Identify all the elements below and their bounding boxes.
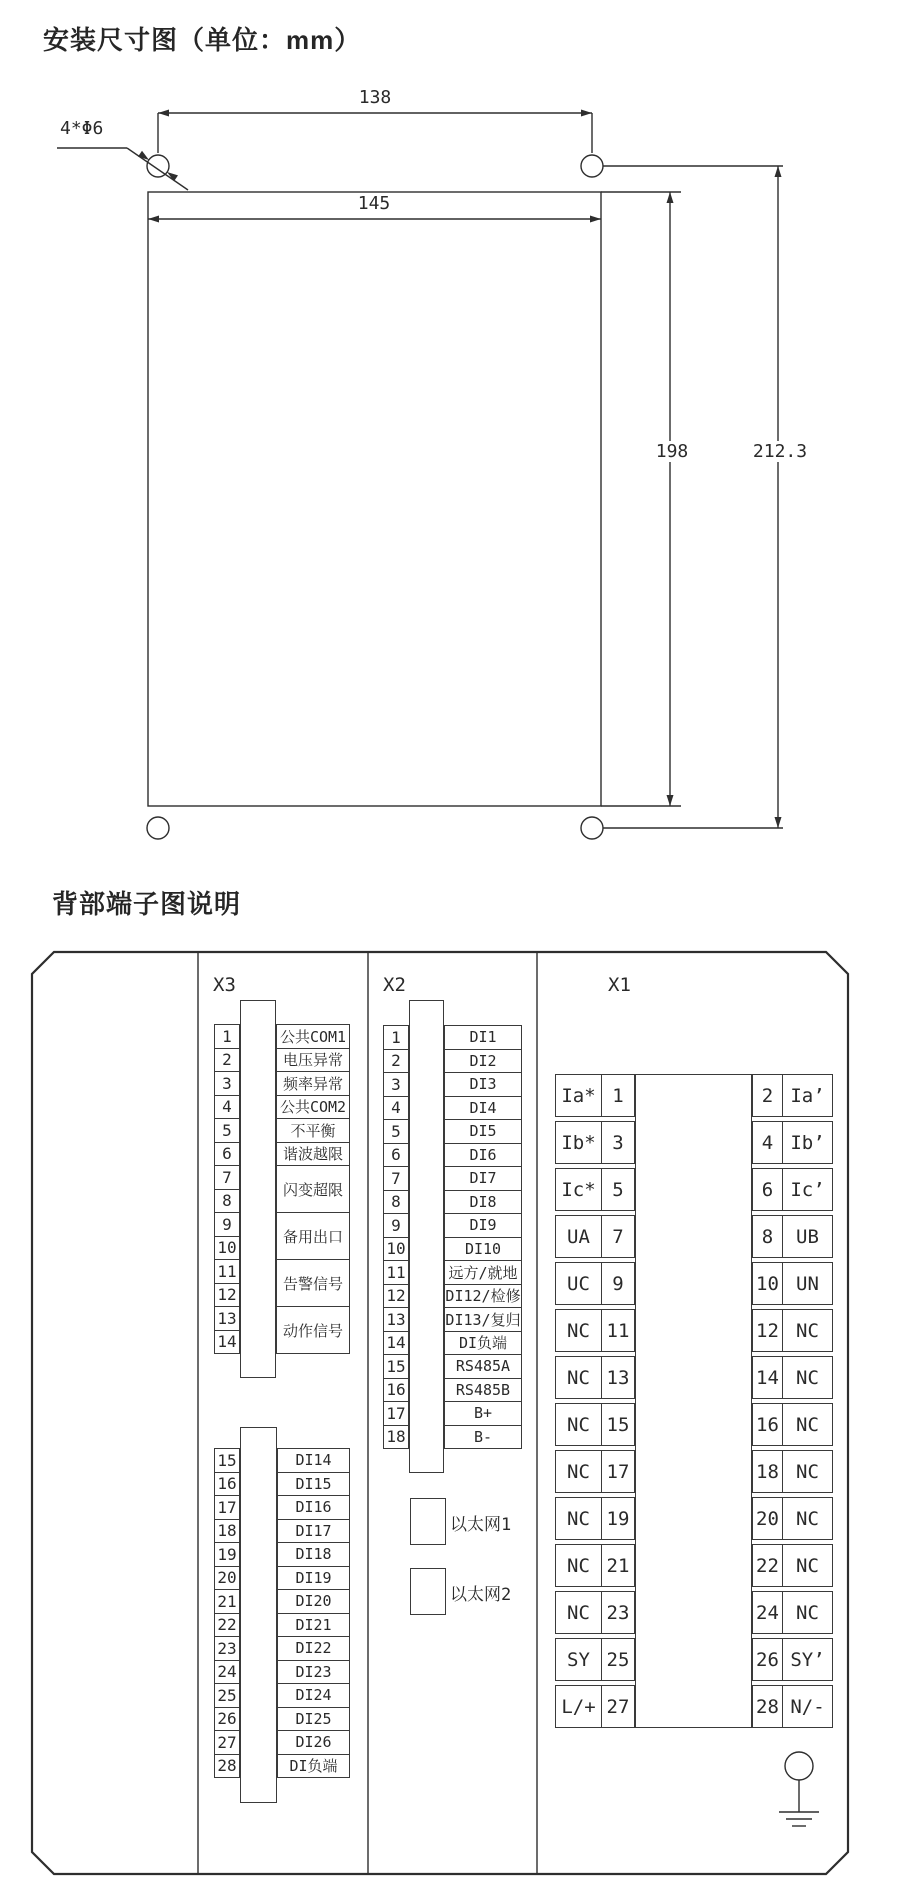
- terminal-number-cell: 10: [383, 1237, 409, 1262]
- x3-lower-label-column: [277, 1448, 350, 1778]
- terminal-signal-label: Ib’: [783, 1121, 833, 1164]
- terminal-number-cell: 21: [602, 1544, 635, 1587]
- terminal-number-cell: 28: [752, 1685, 783, 1728]
- terminal-number-cell: 18: [214, 1519, 240, 1544]
- terminal-number-cell: 20: [752, 1497, 783, 1540]
- terminal-label-box: 公共COM1: [276, 1024, 350, 1049]
- terminal-label-box: B+: [444, 1401, 522, 1426]
- x1-terminal-row: [555, 1591, 635, 1634]
- terminal-number-cell: 1: [383, 1025, 409, 1050]
- connector-x3-label: X3: [213, 974, 236, 996]
- terminal-signal-label: N/-: [783, 1685, 833, 1728]
- terminal-signal-label: NC: [555, 1403, 602, 1446]
- terminal-number-cell: 27: [214, 1730, 240, 1755]
- terminal-signal-label: NC: [783, 1309, 833, 1352]
- terminal-number-cell: 11: [602, 1309, 635, 1352]
- terminal-number-cell: 5: [383, 1119, 409, 1144]
- terminal-number-cell: 15: [602, 1403, 635, 1446]
- terminal-signal-label: UC: [555, 1262, 602, 1305]
- terminal-label-box: 闪变超限: [276, 1165, 350, 1213]
- terminal-number-cell: 10: [214, 1236, 240, 1261]
- x1-terminal-row: [555, 1309, 635, 1352]
- terminal-label-box: DI20: [277, 1589, 350, 1614]
- x1-terminal-row: [555, 1403, 635, 1446]
- terminal-number-cell: 23: [602, 1591, 635, 1634]
- terminal-number-cell: 22: [214, 1613, 240, 1638]
- x1-right-column: [752, 1074, 833, 1728]
- terminal-number-cell: 3: [383, 1072, 409, 1097]
- dim-2123-label: 212.3: [740, 441, 820, 462]
- terminal-label-box: DI19: [277, 1566, 350, 1591]
- terminal-signal-label: NC: [555, 1450, 602, 1493]
- terminal-number-cell: 14: [752, 1356, 783, 1399]
- terminal-signal-label: SY’: [783, 1638, 833, 1681]
- terminal-number-cell: 11: [383, 1260, 409, 1285]
- x3-lower-number-column: [214, 1448, 240, 1778]
- x1-terminal-row: [752, 1544, 833, 1587]
- terminal-number-cell: 18: [752, 1450, 783, 1493]
- terminal-label-box: DI21: [277, 1613, 350, 1638]
- x1-terminal-row: [555, 1074, 635, 1117]
- x1-terminal-row: [555, 1262, 635, 1305]
- terminal-number-cell: 21: [214, 1589, 240, 1614]
- x3-upper-connector-body: [240, 1000, 276, 1378]
- x3-upper-label-column: [276, 1024, 350, 1354]
- terminal-number-cell: 17: [383, 1401, 409, 1426]
- terminal-label-box: RS485A: [444, 1354, 522, 1379]
- terminal-signal-label: NC: [783, 1544, 833, 1587]
- terminal-label-box: DI2: [444, 1049, 522, 1074]
- x1-terminal-row: [752, 1591, 833, 1634]
- terminal-signal-label: NC: [555, 1544, 602, 1587]
- x1-terminal-row: [752, 1309, 833, 1352]
- mount-hole-top-right: [581, 155, 603, 177]
- terminal-signal-label: NC: [783, 1591, 833, 1634]
- x3-lower-connector-body: [240, 1427, 277, 1803]
- terminal-number-cell: 24: [214, 1660, 240, 1685]
- x1-terminal-row: [555, 1168, 635, 1211]
- x2-number-column: [383, 1025, 409, 1449]
- terminal-number-cell: 13: [602, 1356, 635, 1399]
- terminal-number-cell: 24: [752, 1591, 783, 1634]
- terminal-label-box: DI24: [277, 1683, 350, 1708]
- ethernet-port-2: [410, 1568, 446, 1615]
- terminal-signal-label: NC: [555, 1356, 602, 1399]
- terminal-label-box: DI22: [277, 1636, 350, 1661]
- installation-title: 安装尺寸图（单位：mm）: [43, 25, 362, 55]
- terminal-number-cell: 8: [752, 1215, 783, 1258]
- terminal-number-cell: 23: [214, 1636, 240, 1661]
- terminal-label-box: RS485B: [444, 1378, 522, 1403]
- terminal-number-cell: 6: [752, 1168, 783, 1211]
- terminal-label-box: 不平衡: [276, 1118, 350, 1143]
- terminal-label-box: DI26: [277, 1730, 350, 1755]
- x1-terminal-row: [555, 1685, 635, 1728]
- terminal-label-box: DI12/检修: [444, 1284, 522, 1309]
- ethernet-port-1-label: 以太网1: [450, 1515, 512, 1535]
- terminal-number-cell: 5: [602, 1168, 635, 1211]
- terminal-signal-label: Ic*: [555, 1168, 602, 1211]
- terminal-label-box: 远方/就地: [444, 1260, 522, 1285]
- terminal-number-cell: 16: [752, 1403, 783, 1446]
- dim-198-label: 198: [645, 441, 699, 462]
- terminal-label-box: 谐波越限: [276, 1142, 350, 1167]
- terminal-label-box: B-: [444, 1425, 522, 1450]
- x1-terminal-row: [752, 1168, 833, 1211]
- terminal-number-cell: 10: [752, 1262, 783, 1305]
- terminal-label-box: DI6: [444, 1143, 522, 1168]
- x1-terminal-row: [555, 1497, 635, 1540]
- ground-symbol-circle: [785, 1752, 813, 1780]
- terminal-number-cell: 16: [383, 1378, 409, 1403]
- terminal-label-box: 公共COM2: [276, 1095, 350, 1120]
- terminal-signal-label: NC: [783, 1450, 833, 1493]
- x1-terminal-row: [752, 1685, 833, 1728]
- x1-left-column: [555, 1074, 635, 1728]
- terminal-label-box: DI负端: [277, 1754, 350, 1779]
- terminal-number-cell: 28: [214, 1754, 240, 1779]
- terminal-number-cell: 3: [214, 1071, 240, 1096]
- x2-connector-body: [409, 1000, 444, 1473]
- x1-terminal-row: [555, 1121, 635, 1164]
- terminal-label-box: 动作信号: [276, 1306, 350, 1354]
- terminal-label-box: DI8: [444, 1190, 522, 1215]
- terminal-label-box: DI9: [444, 1213, 522, 1238]
- x1-terminal-row: [752, 1356, 833, 1399]
- terminal-number-cell: 4: [752, 1121, 783, 1164]
- terminal-number-cell: 13: [383, 1307, 409, 1332]
- x1-terminal-row: [555, 1356, 635, 1399]
- terminal-number-cell: 1: [602, 1074, 635, 1117]
- terminal-number-cell: 8: [214, 1189, 240, 1214]
- terminal-number-cell: 2: [383, 1049, 409, 1074]
- terminal-signal-label: NC: [555, 1309, 602, 1352]
- terminal-number-cell: 6: [214, 1142, 240, 1167]
- terminal-number-cell: 26: [214, 1707, 240, 1732]
- mount-hole-top-left: [147, 155, 169, 177]
- terminal-number-cell: 5: [214, 1118, 240, 1143]
- terminal-number-cell: 25: [602, 1638, 635, 1681]
- connector-x1-label: X1: [608, 974, 631, 996]
- terminal-label-box: DI5: [444, 1119, 522, 1144]
- terminal-number-cell: 4: [383, 1096, 409, 1121]
- terminal-signal-label: NC: [783, 1356, 833, 1399]
- terminal-number-cell: 17: [602, 1450, 635, 1493]
- terminal-number-cell: 16: [214, 1472, 240, 1497]
- terminal-number-cell: 7: [214, 1165, 240, 1190]
- terminal-number-cell: 8: [383, 1190, 409, 1215]
- terminal-number-cell: 25: [214, 1683, 240, 1708]
- terminal-signal-label: UN: [783, 1262, 833, 1305]
- terminal-number-cell: 3: [602, 1121, 635, 1164]
- ethernet-port-1: [410, 1498, 446, 1545]
- terminal-number-cell: 15: [383, 1354, 409, 1379]
- terminal-number-cell: 18: [383, 1425, 409, 1450]
- x1-terminal-row: [555, 1215, 635, 1258]
- terminal-label-box: DI23: [277, 1660, 350, 1685]
- terminal-label-box: DI负端: [444, 1331, 522, 1356]
- terminal-label-box: DI10: [444, 1237, 522, 1262]
- mount-hole-bottom-right: [581, 817, 603, 839]
- terminal-label-box: DI25: [277, 1707, 350, 1732]
- hole-spec-label: 4*Φ6: [60, 118, 104, 139]
- terminal-signal-label: Ia’: [783, 1074, 833, 1117]
- terminal-signal-label: Ib*: [555, 1121, 602, 1164]
- terminal-number-cell: 1: [214, 1024, 240, 1049]
- terminal-label-box: DI15: [277, 1472, 350, 1497]
- x1-terminal-row: [752, 1450, 833, 1493]
- terminal-number-cell: 15: [214, 1448, 240, 1473]
- terminal-label-box: DI13/复归: [444, 1307, 522, 1332]
- terminal-label-box: DI17: [277, 1519, 350, 1544]
- x1-connector-body: [635, 1074, 752, 1728]
- terminal-label-box: 备用出口: [276, 1212, 350, 1260]
- terminal-label-box: DI16: [277, 1495, 350, 1520]
- terminal-label-box: DI14: [277, 1448, 350, 1473]
- terminal-number-cell: 14: [383, 1331, 409, 1356]
- terminal-number-cell: 26: [752, 1638, 783, 1681]
- terminal-label-box: 电压异常: [276, 1048, 350, 1073]
- x1-terminal-row: [752, 1121, 833, 1164]
- x1-terminal-row: [555, 1638, 635, 1681]
- terminal-number-cell: 6: [383, 1143, 409, 1168]
- terminal-number-cell: 13: [214, 1306, 240, 1331]
- x1-terminal-row: [752, 1403, 833, 1446]
- terminal-number-cell: 7: [383, 1166, 409, 1191]
- terminal-number-cell: 7: [602, 1215, 635, 1258]
- terminal-label-box: DI7: [444, 1166, 522, 1191]
- x1-terminal-row: [752, 1638, 833, 1681]
- terminal-number-cell: 9: [602, 1262, 635, 1305]
- terminal-signal-label: UA: [555, 1215, 602, 1258]
- terminal-signal-label: NC: [555, 1591, 602, 1634]
- terminal-number-cell: 27: [602, 1685, 635, 1728]
- dim-138-label: 138: [358, 87, 392, 108]
- terminal-number-cell: 22: [752, 1544, 783, 1587]
- terminal-number-cell: 12: [383, 1284, 409, 1309]
- rear-terminal-title: 背部端子图说明: [52, 889, 242, 919]
- terminal-number-cell: 2: [214, 1048, 240, 1073]
- terminal-label-box: DI18: [277, 1542, 350, 1567]
- terminal-number-cell: 9: [383, 1213, 409, 1238]
- terminal-signal-label: Ia*: [555, 1074, 602, 1117]
- x1-terminal-row: [555, 1544, 635, 1587]
- terminal-number-cell: 2: [752, 1074, 783, 1117]
- x2-label-column: [444, 1025, 522, 1449]
- x1-terminal-row: [752, 1497, 833, 1540]
- terminal-label-box: 告警信号: [276, 1259, 350, 1307]
- terminal-number-cell: 20: [214, 1566, 240, 1591]
- terminal-signal-label: L/+: [555, 1685, 602, 1728]
- panel-outline-rect: [148, 192, 601, 806]
- terminal-number-cell: 11: [214, 1259, 240, 1284]
- x1-terminal-row: [752, 1262, 833, 1305]
- x3-upper-number-column: [214, 1024, 240, 1354]
- terminal-signal-label: UB: [783, 1215, 833, 1258]
- mount-hole-bottom-left: [147, 817, 169, 839]
- dimension-arrowheads: [138, 110, 782, 829]
- connector-x2-label: X2: [383, 974, 406, 996]
- terminal-number-cell: 12: [214, 1283, 240, 1308]
- x1-terminal-row: [555, 1450, 635, 1493]
- terminal-number-cell: 19: [602, 1497, 635, 1540]
- terminal-number-cell: 14: [214, 1330, 240, 1355]
- terminal-label-box: DI1: [444, 1025, 522, 1050]
- terminal-number-cell: 19: [214, 1542, 240, 1567]
- terminal-label-box: DI3: [444, 1072, 522, 1097]
- ethernet-port-2-label: 以太网2: [450, 1585, 512, 1605]
- terminal-number-cell: 4: [214, 1095, 240, 1120]
- x1-terminal-row: [752, 1074, 833, 1117]
- terminal-number-cell: 9: [214, 1212, 240, 1237]
- terminal-label-box: 频率异常: [276, 1071, 350, 1096]
- terminal-signal-label: NC: [783, 1403, 833, 1446]
- dim-145-label: 145: [357, 193, 391, 214]
- terminal-signal-label: Ic’: [783, 1168, 833, 1211]
- terminal-signal-label: SY: [555, 1638, 602, 1681]
- x1-terminal-row: [752, 1215, 833, 1258]
- terminal-number-cell: 17: [214, 1495, 240, 1520]
- terminal-signal-label: NC: [783, 1497, 833, 1540]
- terminal-label-box: DI4: [444, 1096, 522, 1121]
- terminal-number-cell: 12: [752, 1309, 783, 1352]
- terminal-signal-label: NC: [555, 1497, 602, 1540]
